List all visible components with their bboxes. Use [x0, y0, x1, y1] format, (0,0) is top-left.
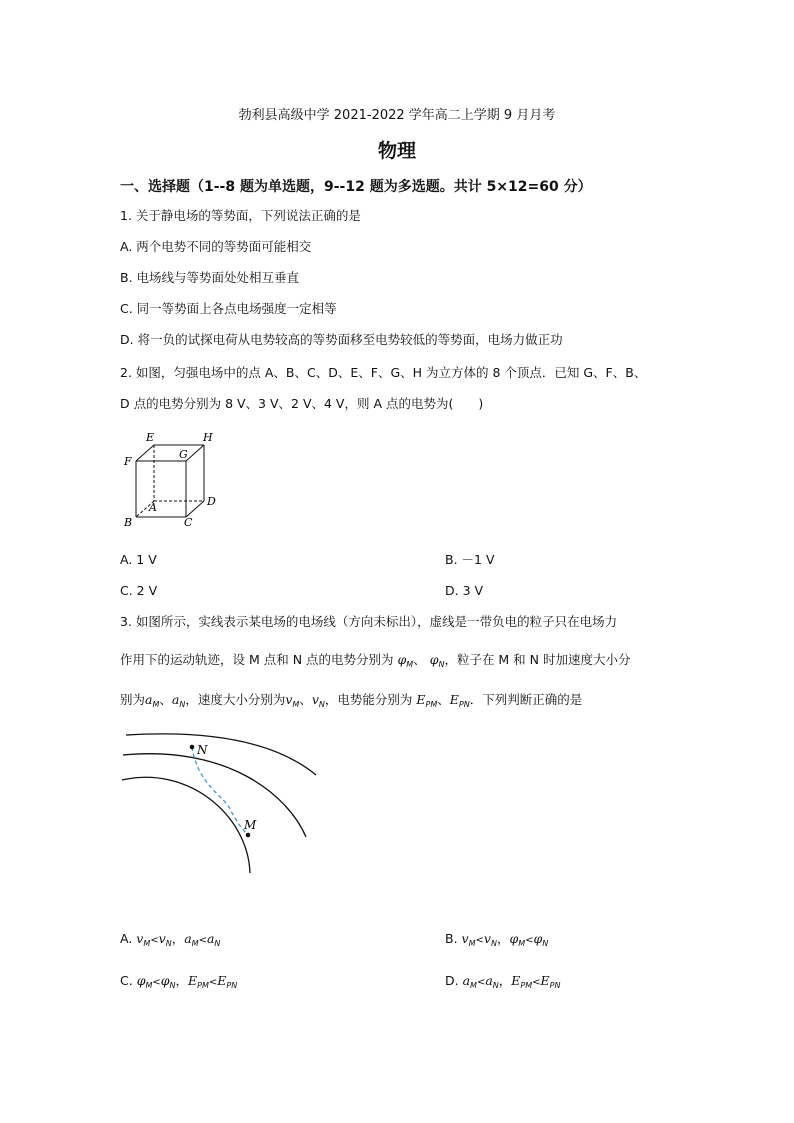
label-n: N: [197, 743, 208, 757]
q3-option-a: A. $v_M<v_N$，$a_M<a_N$: [120, 931, 221, 948]
point-m-dot: [246, 833, 251, 838]
q1-stem: 1. 关于静电场的等势面，下列说法正确的是: [120, 208, 361, 223]
label-m: M: [244, 818, 257, 832]
label-g: G: [179, 448, 188, 461]
q2-option-c: C. 2 V: [120, 583, 158, 598]
label-b: B: [124, 516, 133, 529]
q1-option-c: C. 同一等势面上各点电场强度一定相等: [120, 301, 337, 316]
label-h: H: [203, 431, 213, 444]
q1-option-d: D. 将一负的试探电荷从电势较高的等势面移至电势较低的等势面，电场力做正功: [120, 332, 563, 347]
q2-stem-line2: D 点的电势分别为 8 V、3 V、2 V、4 V，则 A 点的电势为( ): [120, 396, 484, 411]
label-d: D: [207, 495, 216, 508]
q3-option-d: D. $a_M<a_N$，$E_{PM}<E_{PN}$: [445, 973, 561, 990]
q1-option-a: A. 两个电势不同的等势面可能相交: [120, 239, 312, 254]
subject-title: 物理: [377, 140, 416, 162]
exam-header: 勃利县高级中学 2021-2022 学年高二上学期 9 月月考: [238, 108, 556, 123]
q3-stem-line1: 3. 如图所示，实线表示某电场的电场线（方向未标出），虚线是一带负电的粒子只在电场力: [120, 614, 618, 629]
label-c: C: [184, 516, 193, 529]
label-e: E: [146, 431, 155, 444]
q1-option-b: B. 电场线与等势面处处相互垂直: [120, 270, 300, 285]
q2-stem-line1: 2. 如图，匀强电场中的点 A、B、C、D、E、F、G、H 为立方体的 8 个顶点．已知 G、F、B、: [120, 365, 647, 380]
q2-option-b: B. －1 V: [445, 552, 495, 567]
label-f: F: [124, 455, 132, 468]
q2-option-d: D. 3 V: [445, 583, 484, 598]
point-n-dot: [190, 745, 195, 750]
q3-stem-line2: 作用下的运动轨迹，设 M 点和 N 点的电势分别为 $\varphi_M$、 $\varphi_N$，粒子在 M 和 N 时加速度大小分: [120, 652, 631, 669]
cube-figure: [118, 425, 228, 530]
q3-stem-line3: 别为$a_M$、$a_N$，速度大小分别为$v_M$、$v_N$，电势能分别为 $E_{PM}$、$E_{PN}$．下列判断正确的是: [120, 692, 583, 709]
section-title: 一、选择题（1--8 题为单选题，9--12 题为多选题。共计 5×12=60 分）: [120, 179, 592, 195]
label-a: A: [149, 501, 157, 514]
field-lines-figure: [118, 725, 333, 880]
q2-option-a: A. 1 V: [120, 552, 157, 567]
q3-option-c: C. $\varphi_M<\varphi_N$，$E_{PM}<E_{PN}$: [120, 973, 238, 990]
particle-trajectory: [192, 747, 248, 835]
q3-option-b: B. $v_M<v_N$，$\varphi_M<\varphi_N$: [445, 931, 549, 948]
